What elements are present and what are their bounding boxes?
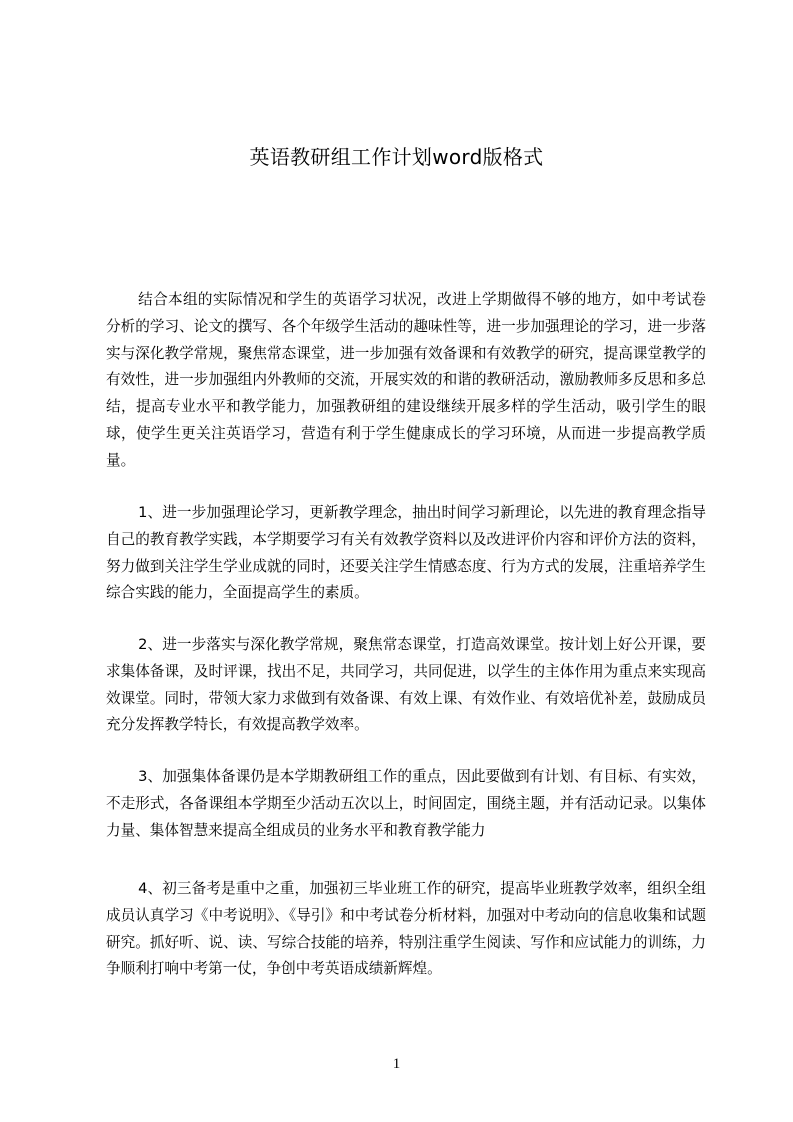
paragraph-text: 2、进一步落实与深化教学常规，聚焦常态课堂，打造高效课堂。按计划上好公开课，要求集体备课，及时评课，找出不足，共同学习，共同促进，以学生的主体作用为重点来实现高效课堂。同时，带领大家力求做到有效备课、有效上课、有效作业、有效培优补差，鼓励成员充分发挥教学特长，有效提高教学效率。 — [106, 636, 706, 734]
paragraph-item-4 — [106, 876, 706, 983]
paragraph-item-3 — [106, 764, 706, 844]
paragraph-item-1 — [106, 500, 706, 607]
page-number: 1 — [392, 1056, 401, 1072]
paragraph-text: 3、加强集体备课仍是本学期教研组工作的重点，因此要做到有计划、有目标、有实效，不走形式，各备课组本学期至少活动五次以上，时间固定，围绕主题，并有活动记录。以集体力量、集体智慧来提高全组成员的业务水平和教育教学能力 — [106, 768, 706, 839]
paragraph-text: 结合本组的实际情况和学生的英语学习状况，改进上学期做得不够的地方，如中考试卷分析的学习、论文的撰写、各个年级学生活动的趣味性等，进一步加强理论的学习，进一步落实与深化教学常规，聚焦常态课堂，进一步加强有效备课和有效教学的研究，提高课堂教学的有效性，进一步加强组内外教师的交流，开展实效的和谐的教研活动，激励教师多反思和多总结，提高专业水平和教学能力，加强教研组的建设继续开展多样的学生活动，吸引学生的眼球，使学生更关注英语学习，营造有利于学生健康成长的学习环境，从而进一步提高教学质量。 — [106, 291, 706, 469]
paragraph-text: 4、初三备考是重中之重，加强初三毕业班工作的研究，提高毕业班教学效率，组织全组成员认真学习《中考说明》、《导引》和中考试卷分析材料，加强对中考动向的信息收集和试题研究。抓好听、说、读、写综合技能的培养，特别注重学生阅读、写作和应试能力的训练，力争顺利打响中考第一仗，争创中考英语成绩新辉煌。 — [106, 880, 706, 978]
paragraph-item-2 — [106, 632, 706, 739]
paragraph-text: 1、进一步加强理论学习，更新教学理念，抽出时间学习新理论，以先进的教育理念指导自己的教育教学实践，本学期要学习有关有效教学资料以及改进评价内容和评价方法的资料，努力做到关注学生学业成就的同时，还要关注学生情感态度、行为方式的发展，注重培养学生综合实践的能力，全面提高学生的素质。 — [106, 504, 706, 602]
document-title: 英语教研组工作计划word版格式 — [249, 145, 544, 169]
paragraph-intro — [106, 287, 706, 475]
